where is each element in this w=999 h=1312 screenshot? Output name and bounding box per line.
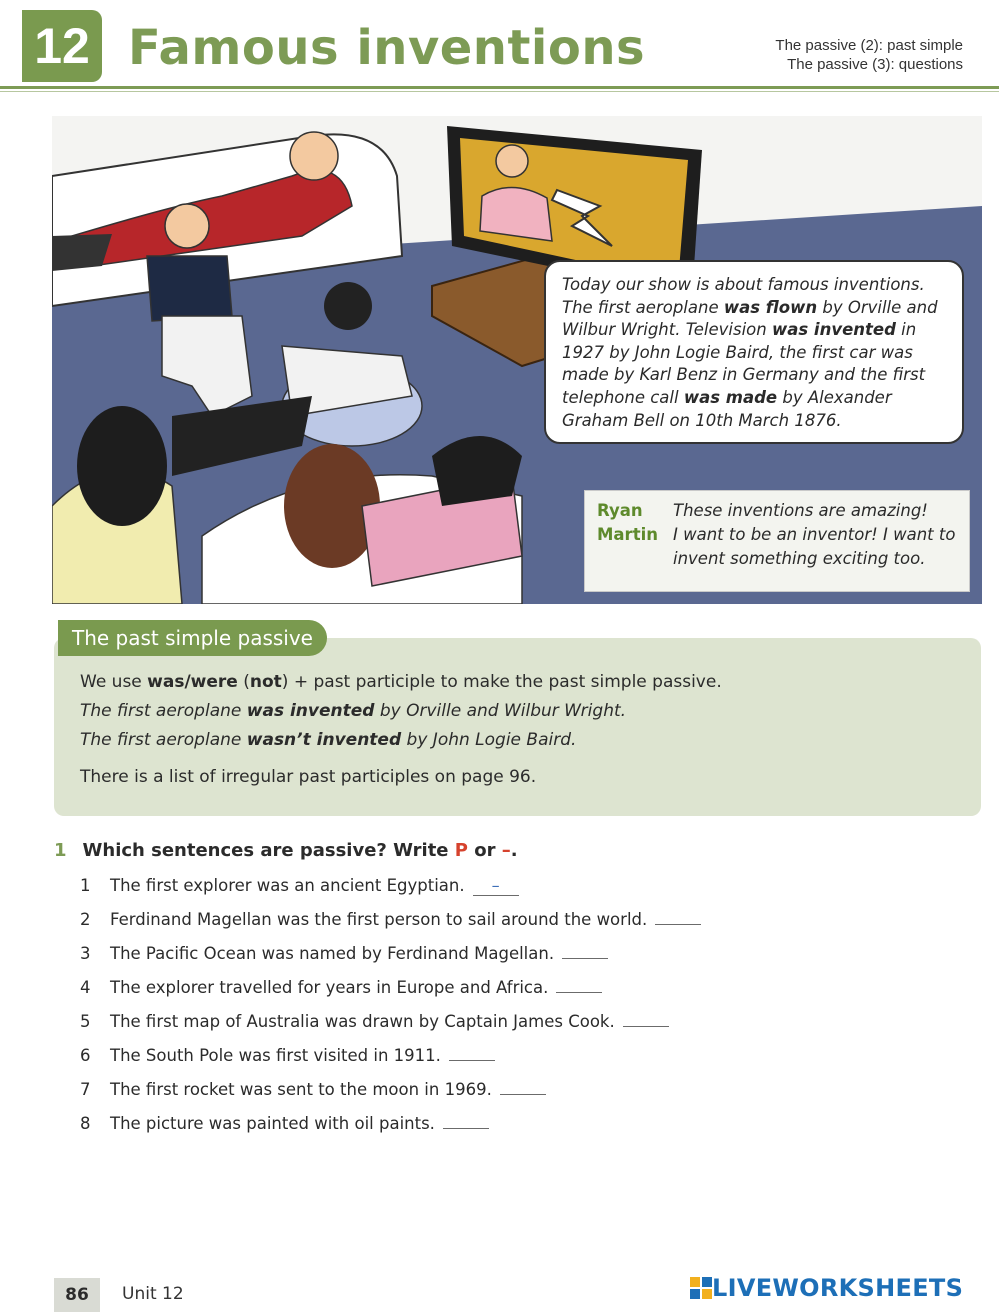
grammar-rule: We use was/were (not) + past participle to make the past simple passive. bbox=[80, 672, 722, 692]
grammar-example-2: The first aeroplane wasn’t invented by John Logie Baird. bbox=[80, 730, 577, 750]
logo-text: LIVEWORKSHEETS bbox=[712, 1274, 964, 1302]
dialogue-row bbox=[597, 499, 959, 523]
grammar-note: There is a list of irregular past participles on page 96. bbox=[80, 767, 537, 787]
tv-speech-bubble bbox=[544, 260, 964, 444]
topic-2: The passive (3): questions bbox=[787, 56, 963, 73]
exercise-item: 8 The picture was painted with oil paints. bbox=[80, 1114, 960, 1148]
dialogue-row bbox=[597, 523, 959, 571]
header-divider bbox=[0, 86, 999, 89]
answer-blank[interactable]: – bbox=[473, 881, 519, 896]
speech-bold: was invented bbox=[771, 320, 896, 340]
exercise-item: 6 The South Pole was first visited in 1911. bbox=[80, 1046, 960, 1080]
exercise-number: 1 bbox=[54, 840, 67, 861]
exercise-item: 1 The first explorer was an ancient Egyptian. – bbox=[80, 876, 960, 910]
dialogue-box bbox=[584, 490, 970, 592]
lying-boy-head bbox=[324, 282, 372, 330]
boy-head bbox=[290, 132, 338, 180]
sitting-boy-head bbox=[165, 204, 209, 248]
speech-text: by Orville and Wilbur Wright. Television bbox=[562, 297, 938, 340]
answer-blank[interactable] bbox=[623, 1012, 669, 1027]
page-number: 86 bbox=[54, 1278, 100, 1312]
speaker-line: These inventions are amazing! bbox=[673, 501, 928, 520]
answer-blank[interactable] bbox=[500, 1080, 546, 1095]
speech-bold: was made bbox=[683, 387, 778, 407]
speech-text: by Alexander Graham Bell on 10th March 1876. bbox=[562, 387, 892, 430]
speech-text: in 1927 by John Logie Baird, the first car was made by Karl Benz in Germany and the first telephone call bbox=[562, 320, 926, 407]
speaker-name: Martin bbox=[597, 525, 658, 544]
grammar-box bbox=[54, 638, 981, 816]
grammar-example-1: The first aeroplane was invented by Orville and Wilbur Wright. bbox=[80, 701, 627, 721]
unit-number-badge: 12 bbox=[22, 10, 102, 82]
exercise-item: 7 The first rocket was sent to the moon in 1969. bbox=[80, 1080, 960, 1114]
exercise-list bbox=[80, 876, 960, 1148]
topic-1: The passive (2): past simple bbox=[775, 37, 963, 54]
answer-blank[interactable] bbox=[562, 944, 608, 959]
unit-label: Unit 12 bbox=[122, 1284, 184, 1304]
exercise-item: 4 The explorer travelled for years in Europe and Africa. bbox=[80, 978, 960, 1012]
presenter-head bbox=[496, 145, 528, 177]
speech-text: Today our show is about famous inventions. The first aeroplane bbox=[562, 275, 925, 317]
answer-blank[interactable] bbox=[443, 1114, 489, 1129]
speaker-name: Ryan bbox=[597, 501, 643, 520]
page-title: Famous inventions bbox=[128, 20, 646, 76]
presenter-body bbox=[480, 187, 552, 241]
header-divider-thin bbox=[0, 91, 999, 92]
header-topics bbox=[775, 36, 963, 74]
answer-blank[interactable] bbox=[655, 910, 701, 925]
speaker-line: I want to be an inventor! I want to invent something exciting too. bbox=[673, 525, 956, 568]
sitting-boy-shirt bbox=[147, 256, 232, 321]
girl-yellow-hair bbox=[77, 406, 167, 526]
exercise-item: 5 The first map of Australia was drawn by Captain James Cook. bbox=[80, 1012, 960, 1046]
exercise-item: 3 The Pacific Ocean was named by Ferdinand Magellan. bbox=[80, 944, 960, 978]
grammar-tab-title: The past simple passive bbox=[58, 620, 327, 656]
answer-blank[interactable] bbox=[449, 1046, 495, 1061]
exercise-heading: 1 Which sentences are passive? Write P or –. bbox=[54, 840, 518, 861]
liveworksheets-logo[interactable] bbox=[690, 1274, 963, 1302]
liveworksheets-icon bbox=[690, 1277, 712, 1299]
speech-bold: was flown bbox=[723, 297, 818, 317]
answer-blank[interactable] bbox=[556, 978, 602, 993]
exercise-item: 2 Ferdinand Magellan was the first person to sail around the world. bbox=[80, 910, 960, 944]
